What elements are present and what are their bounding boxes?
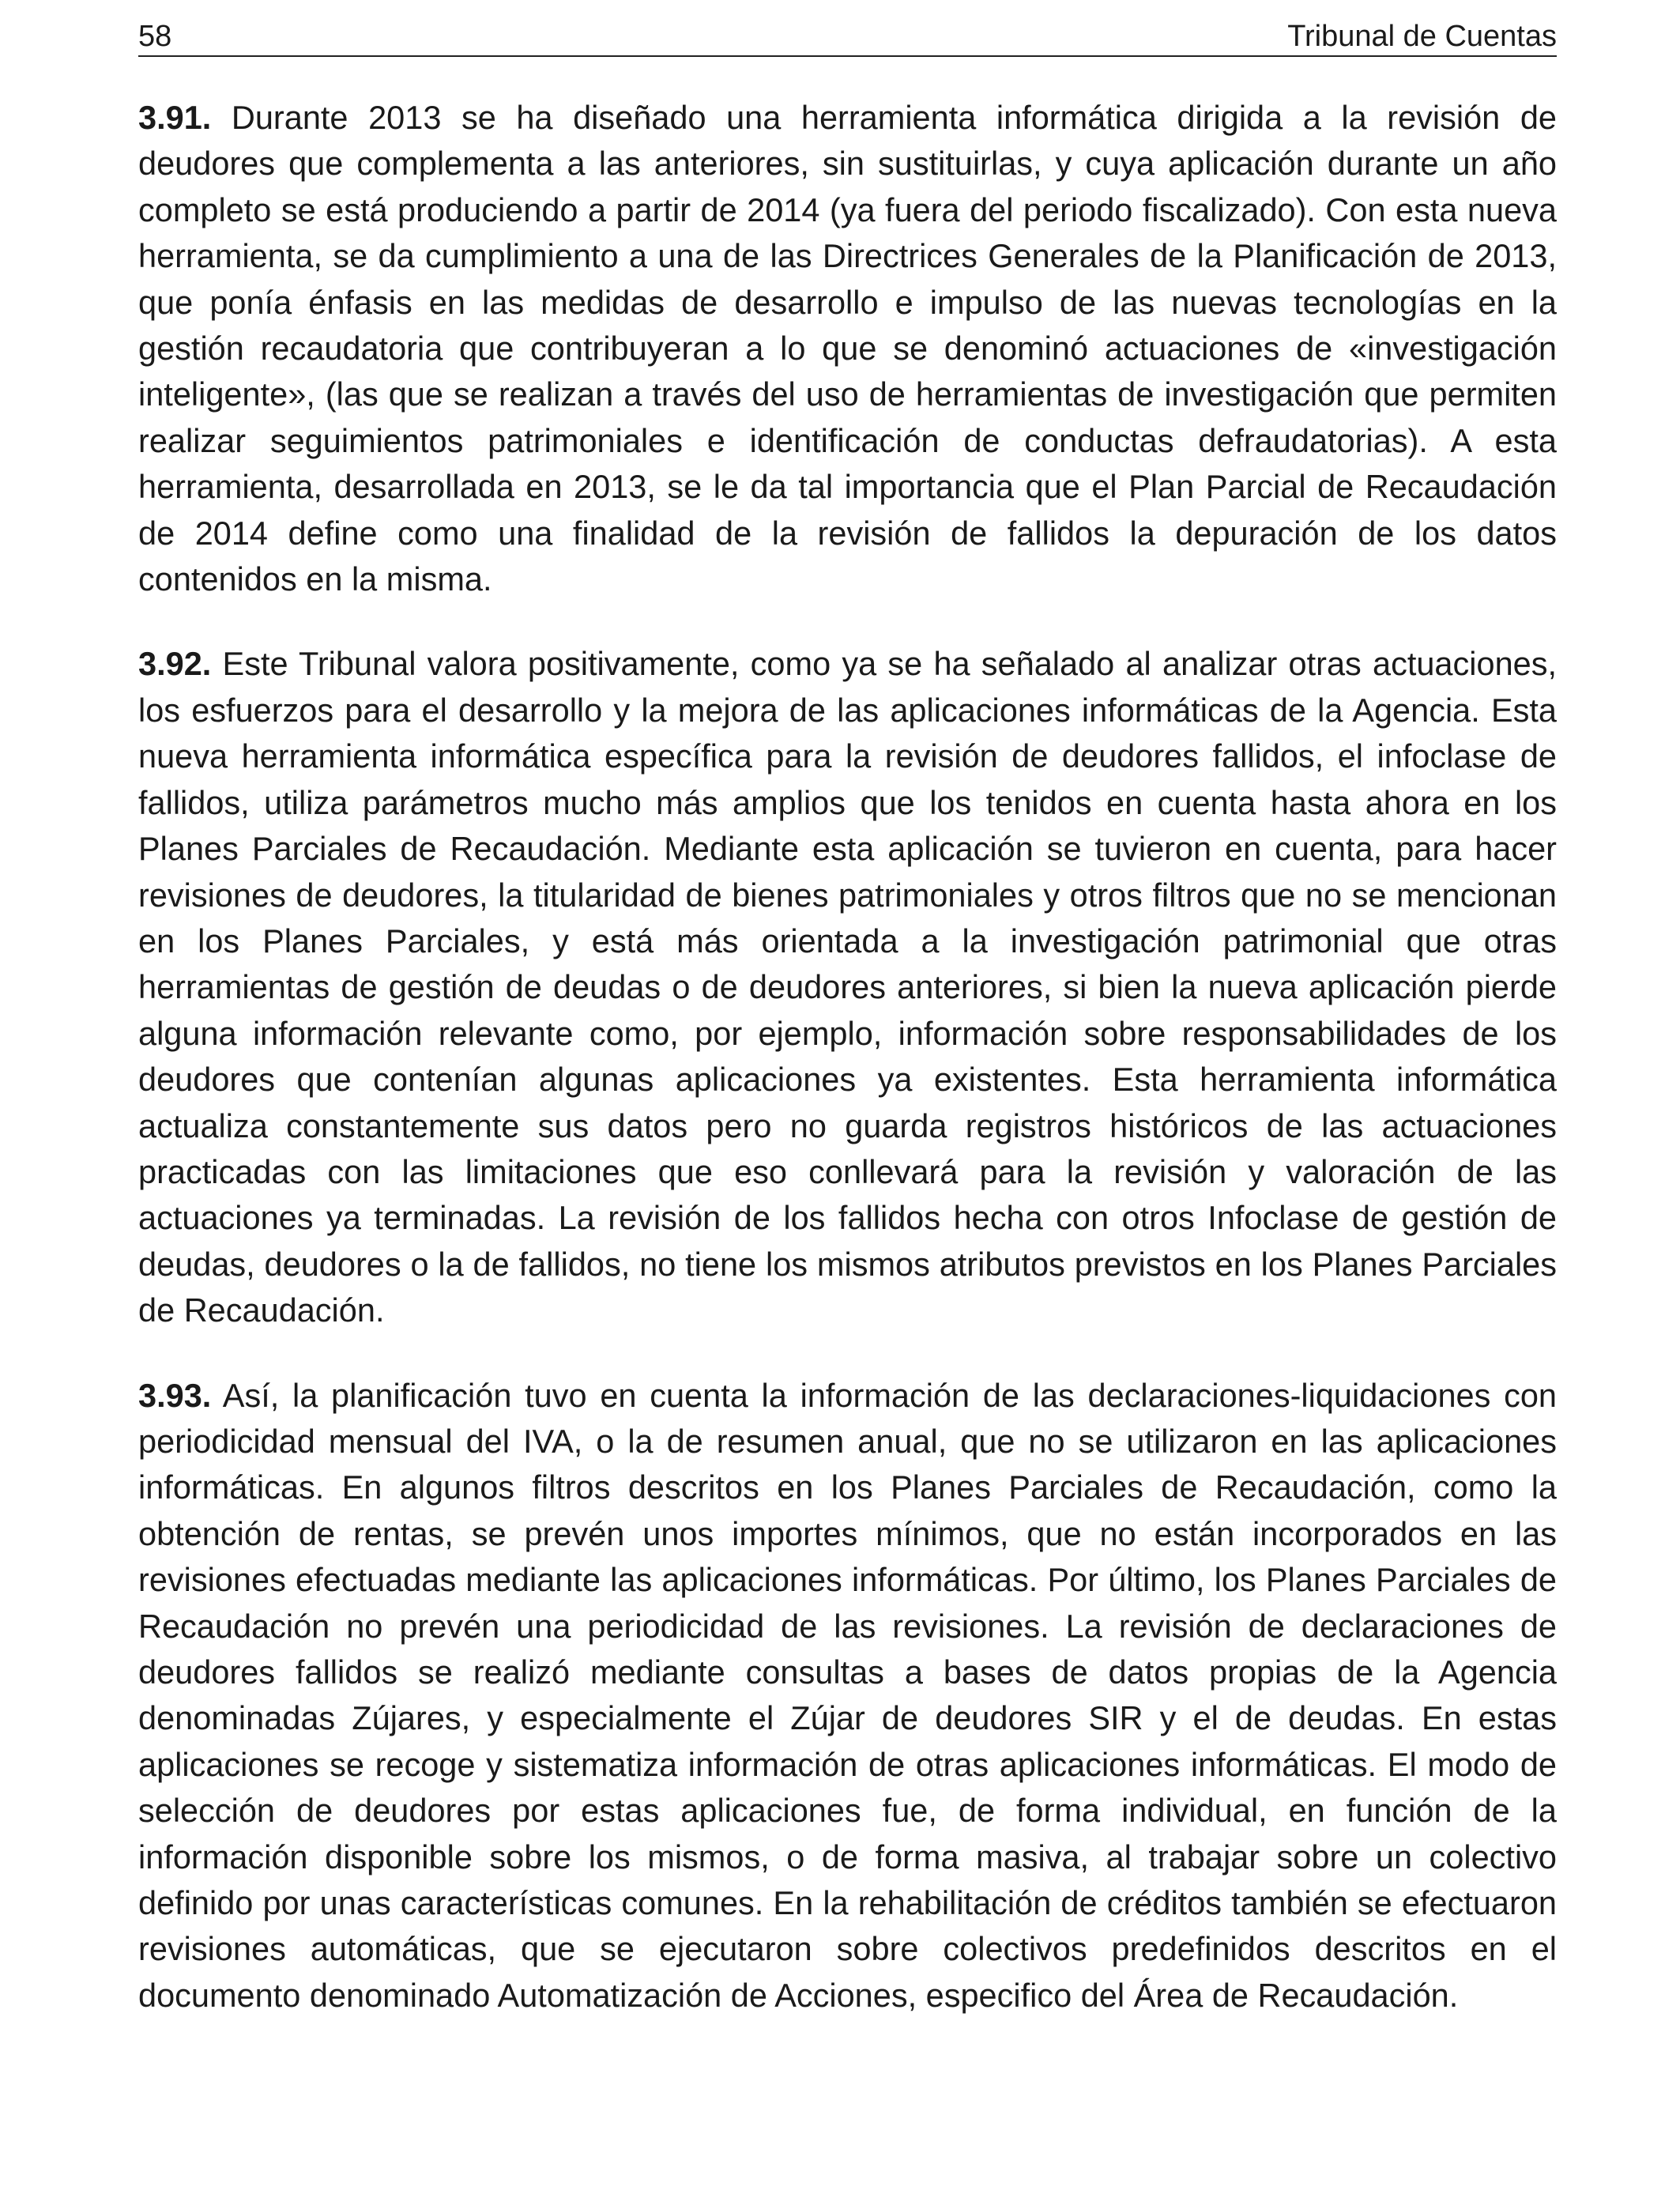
paragraph-text: Durante 2013 se ha diseñado una herramienta informática dirigida a la revisión de deudores que complementa a las anteriores, sin sustituirlas, y cuya aplicación durante un año completo se está produciendo a partir de 2014 (ya fuera del periodo fiscalizado). Con esta nueva herramienta, se da cumplimiento a una de las Directrices Generales de la Planificación de 2013, que ponía énfasis en las medidas de desarrollo e impulso de las nuevas tecnologías en la gestión recaudatoria que contribuyeran a lo que se denominó actuaciones de «investigación inteligente», (las que se realizan a través del uso de herramientas de investigación que permiten realizar seguimientos patrimoniales e identificación de conductas defraudatorias). A esta herramienta, desarrollada en 2013, se le da tal importancia que el Plan Parcial de Recaudación de 2014 define como una finalidad de la revisión de fallidos la depuración de los datos contenidos en la misma. (138, 99, 1557, 598)
paragraph-number: 3.92. (138, 645, 212, 683)
paragraph-text: Así, la planificación tuvo en cuenta la información de las declaraciones-liquidaciones con periodicidad mensual del IVA, o la de resumen anual, que no se utilizaron en las aplicaciones informáticas. En algunos filtros descritos en los Planes Parciales de Recaudación, como la obtención de rentas, se prevén unos importes mínimos, que no están incorporados en las revisiones efectuadas mediante las aplicaciones informáticas. Por último, los Planes Parciales de Recaudación no prevén una periodicidad de las revisiones. La revisión de declaraciones de deudores fallidos se realizó mediante consultas a bases de datos propias de la Agencia denominadas Zújares, y especialmente el Zújar de deudores SIR y el de deudas. En estas aplicaciones se recoge y sistematiza información de otras aplicaciones informáticas. El modo de selección de deudores por estas aplicaciones fue, de forma individual, en función de la información disponible sobre los mismos, o de forma masiva, al trabajar sobre un colectivo definido por unas características comunes. En la rehabilitación de créditos también se efectuaron revisiones automáticas, que se ejecutaron sobre colectivos predefinidos descritos en el documento denominado Automatización de Acciones, especifico del Área de Recaudación. (138, 1376, 1557, 2014)
paragraph-3-91 (138, 95, 1557, 602)
document-body (138, 95, 1557, 2057)
paragraph-text: Este Tribunal valora positivamente, como ya se ha señalado al analizar otras actuaciones, los esfuerzos para el desarrollo y la mejora de las aplicaciones informáticas de la Agencia. Esta nueva herramienta informática específica para la revisión de deudores fallidos, el infoclase de fallidos, utiliza parámetros mucho más amplios que los tenidos en cuenta hasta ahora en los Planes Parciales de Recaudación. Mediante esta aplicación se tuvieron en cuenta, para hacer revisiones de deudores, la titularidad de bienes patrimoniales y otros filtros que no se mencionan en los Planes Parciales, y está más orientada a la investigación patrimonial que otras herramientas de gestión de deudas o de deudores anteriores, si bien la nueva aplicación pierde alguna información relevante como, por ejemplo, información sobre responsabilidades de los deudores que contenían algunas aplicaciones ya existentes. Esta herramienta informática actualiza constantemente sus datos pero no guarda registros históricos de las actuaciones practicadas con las limitaciones que eso conllevará para la revisión y valoración de las actuaciones ya terminadas. La revisión de los fallidos hecha con otros Infoclase de gestión de deudas, deudores o la de fallidos, no tiene los mismos atributos previstos en los Planes Parciales de Recaudación. (138, 645, 1558, 1329)
paragraph-number: 3.91. (138, 99, 212, 136)
paragraph-3-92 (138, 641, 1557, 1333)
page-number: 58 (138, 20, 172, 53)
paragraph-number: 3.93. (138, 1376, 212, 1414)
page-header (138, 14, 1557, 57)
paragraph-3-93 (138, 1373, 1557, 2019)
running-title: Tribunal de Cuentas (1287, 20, 1557, 53)
